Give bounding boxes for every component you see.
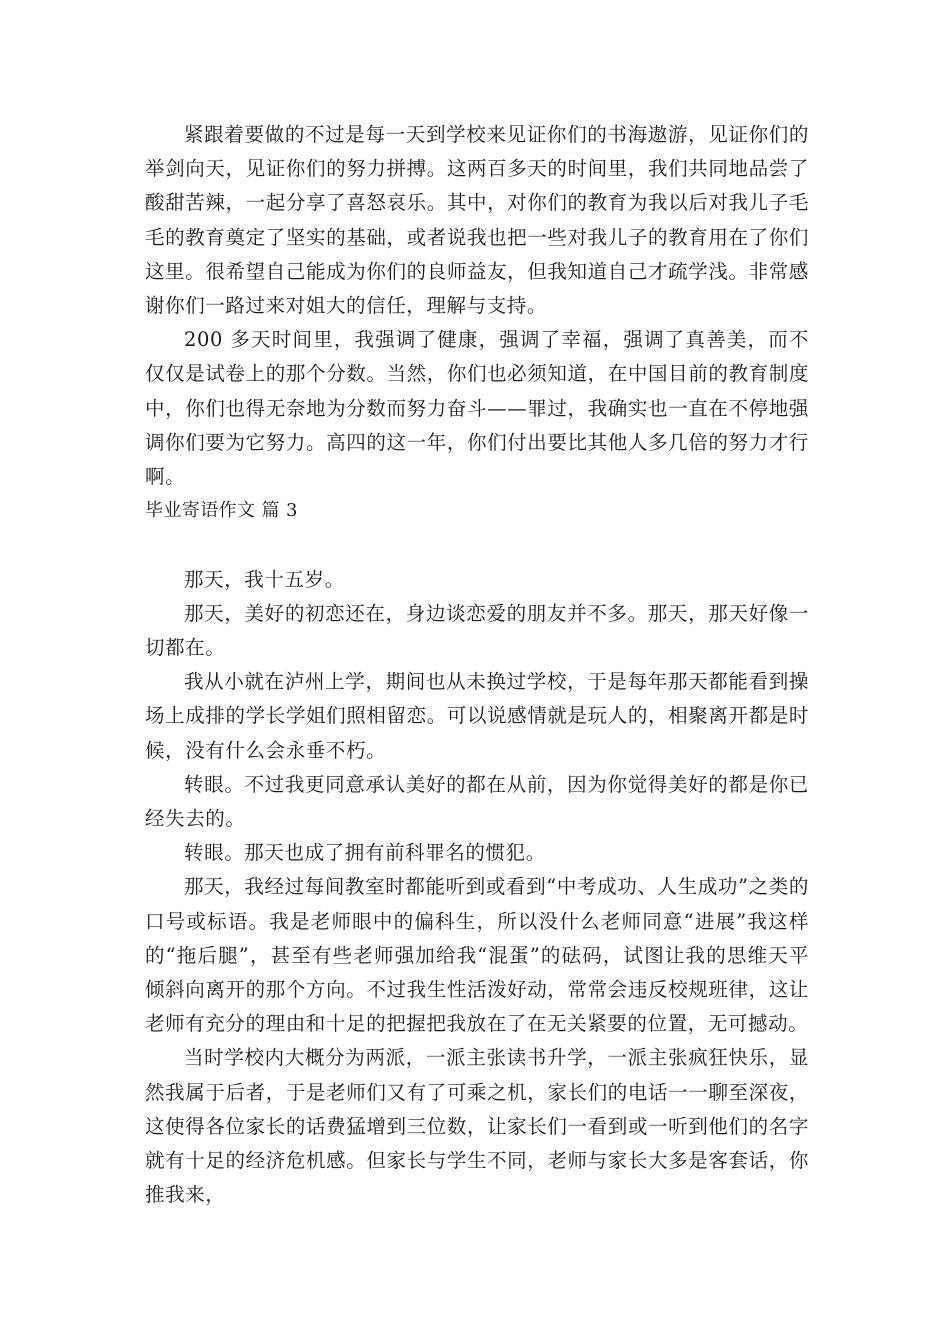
section-title: 毕业寄语作文 篇 3 <box>145 500 298 522</box>
paragraph-9: 当时学校内大概分为两派，一派主张读书升学，一派主张疯狂快乐，显然我属于后者，于是老师们又有了可乘之机，家长们的电话一一聊至深夜，这使得各位家长的话费猛增到三位数，让家长们一看到或一听到他们的名字就有十足的经济危机感。但家长与学生不同，老师与家长大多是客套话，你推我来， <box>145 1046 809 1207</box>
paragraph-3: 那天，我十五岁。 <box>184 567 345 591</box>
paragraph-2: 200 多天时间里，我强调了健康，强调了幸福，强调了真善美，而不仅仅是试卷上的那个分数。当然，你们也必须知道，在中国目前的教育制度中，你们也得无奈地为分数而努力奋斗——罪过，我确实也一直在不停地强调你们要为它努力。高四的这一年，你们付出要比其他人多几倍的努力才行啊。 <box>145 328 809 489</box>
paragraph-8: 那天，我经过每间教室时都能听到或看到“中考成功、人生成功”之类的口号或标语。我是老师眼中的偏科生，所以没什么老师同意“进展”我这样的“拖后腿”，甚至有些老师强加给我“混蛋”的砝码，试图让我的思维天平倾斜向离开的那个方向。不过我生性活泼好动，常常会违反校规班律，这让老师有充分的理由和十足的把握把我放在了在无关紧要的位置，无可撼动。 <box>145 875 809 1036</box>
paragraph-6: 转眼。不过我更同意承认美好的都在从前，因为你觉得美好的都是你已经失去的。 <box>145 772 809 831</box>
paragraph-1: 紧跟着要做的不过是每一天到学校来见证你们的书海遨游，见证你们的举剑向天，见证你们的努力拼搏。这两百多天的时间里，我们共同地品尝了酸甜苦辣，一起分享了喜怒哀乐。其中，对你们的教育为我以后对我儿子毛毛的教育奠定了坚实的基础，或者说我也把一些对我儿子的教育用在了你们这里。很希望自己能成为你们的良师益友，但我知道自己才疏学浅。非常感谢你们一路过来对姐大的信任，理解与支持。 <box>145 123 809 318</box>
document-body <box>145 118 809 1212</box>
blank-line <box>145 528 809 562</box>
paragraph-4: 那天，美好的初恋还在，身边谈恋爱的朋友并不多。那天，那天好像一切都在。 <box>145 601 809 660</box>
paragraph-5: 我从小就在泸州上学，期间也从未换过学校，于是每年那天都能看到操场上成排的学长学姐们照相留恋。可以说感情就是玩人的，相聚离开都是时候，没有什么会永垂不朽。 <box>145 670 809 762</box>
paragraph-7: 转眼。那天也成了拥有前科罪名的惯犯。 <box>184 841 546 865</box>
